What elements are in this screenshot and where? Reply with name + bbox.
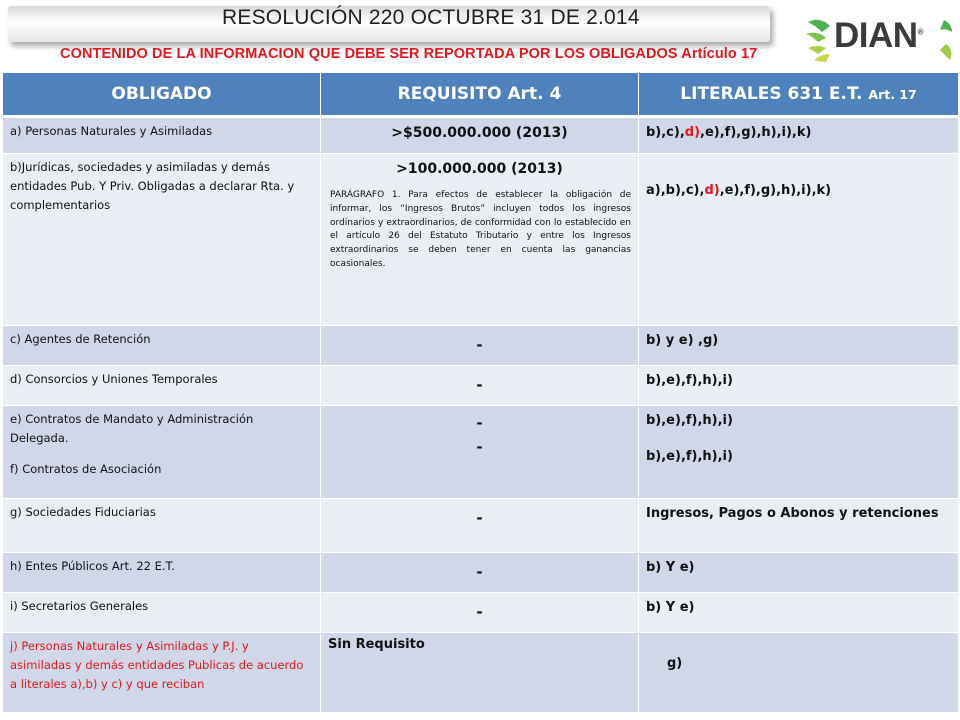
header-literales-article: Art. 17 — [868, 87, 917, 102]
requisito-value: - — [476, 438, 483, 456]
table-row — [3, 326, 959, 366]
page-title: RESOLUCIÓN 220 OCTUBRE 31 DE 2.014 — [222, 6, 640, 29]
requisito-value: - — [476, 509, 483, 527]
obligado-cell — [3, 406, 321, 499]
table-row — [3, 633, 959, 713]
obligado-cell: a) Personas Naturales y Asimiladas — [3, 117, 321, 154]
header-requisito: REQUISITO Art. 4 — [321, 73, 639, 117]
sun-rays-icon — [806, 20, 830, 62]
literales-text: b),c), — [646, 125, 685, 140]
requisito-value: - — [476, 563, 483, 581]
requisito-value: - — [476, 414, 483, 432]
obligado-cell: b)Jurídicas, sociedades y asimiladas y demás entidades Pub. Y Priv. Obligadas a declarar Rta. y complementarios — [3, 154, 321, 326]
literales-cell — [639, 117, 959, 154]
obligado-cell: j) Personas Naturales y Asimiladas y P.J. y asimiladas y demás entidades Publicas de acuerdo a literales a),b) y c) y que reciban — [3, 633, 321, 713]
literales-cell — [639, 406, 959, 499]
obligado-cell: c) Agentes de Retención — [3, 326, 321, 366]
literales-cell: b) Y e) — [639, 553, 959, 593]
obligado-cell: d) Consorcios y Uniones Temporales — [3, 366, 321, 406]
table-row — [3, 117, 959, 154]
requisito-value: - — [476, 376, 483, 394]
obligado-text: f) Contratos de Asociación — [10, 462, 162, 476]
requisito-value: - — [476, 603, 483, 621]
logo-registered: ® — [917, 27, 923, 37]
header-obligado: OBLIGADO — [3, 73, 321, 117]
literales-cell — [639, 154, 959, 326]
literales-cell: b) Y e) — [639, 593, 959, 633]
requisito-cell — [321, 366, 639, 406]
page-subtitle: CONTENIDO DE LA INFORMACION QUE DEBE SER REPORTADA POR LOS OBLIGADOS Artículo 17 — [60, 46, 758, 62]
table-row — [3, 499, 959, 553]
table-row — [3, 366, 959, 406]
literales-text: ,e),f),g),h),i),k) — [719, 183, 832, 198]
paragrafo-text: PARÁGRAFO 1. Para efectos de establecer la obligación de informar, los “Ingresos Brutos” incluyen todos los ingresos ordinarios y extraordinarios, de conformidad con lo establecido en el artículo 26 del Estatuto Tributario y entre los Ingresos extraordinarios se deben tener en cuenta las ganancias ocasionales. — [330, 190, 631, 269]
obligado-text: e) Contratos de Mandato y Administración Delegada. — [10, 412, 254, 445]
requisito-cell — [321, 633, 639, 713]
table-row — [3, 553, 959, 593]
obligado-cell: g) Sociedades Fiduciarias — [3, 499, 321, 553]
header-literales-label: LITERALES 631 E.T. — [680, 84, 863, 104]
requisito-cell — [321, 593, 639, 633]
requisito-cell — [321, 154, 639, 326]
obligado-cell: i) Secretarios Generales — [3, 593, 321, 633]
literales-text: ,e),f),g),h),i),k) — [700, 125, 812, 140]
requisito-value: Sin Requisito — [328, 637, 425, 652]
table-row — [3, 406, 959, 499]
table-row — [3, 154, 959, 326]
table-header-row — [3, 73, 959, 117]
literales-cell: g) — [639, 633, 959, 713]
requisito-cell — [321, 406, 639, 499]
literales-cell: b) y e) ,g) — [639, 326, 959, 366]
literales-text: b),e),f),h),i) — [646, 449, 733, 464]
literales-cell: Ingresos, Pagos o Abonos y retenciones — [639, 499, 959, 553]
literal-highlight: d) — [704, 183, 720, 198]
logo-wordmark — [834, 18, 923, 53]
logo-text: DIAN — [834, 16, 918, 55]
requisito-cell — [321, 553, 639, 593]
literales-text: a),b),c), — [646, 183, 705, 198]
requisito-value: >$500.000.000 (2013) — [391, 125, 568, 141]
requisito-cell — [321, 117, 639, 154]
header-literales — [639, 73, 959, 117]
requisito-value: >100.000.000 (2013) — [396, 161, 563, 177]
obligado-cell: h) Entes Públicos Art. 22 E.T. — [3, 553, 321, 593]
obligados-table — [2, 72, 959, 713]
table-row — [3, 593, 959, 633]
requisito-cell — [321, 326, 639, 366]
requisito-cell — [321, 499, 639, 553]
literal-highlight: d) — [684, 125, 701, 140]
literales-cell: b),e),f),h),i) — [639, 366, 959, 406]
requisito-value: - — [476, 336, 483, 354]
literales-text: b),e),f),h),i) — [646, 413, 733, 428]
